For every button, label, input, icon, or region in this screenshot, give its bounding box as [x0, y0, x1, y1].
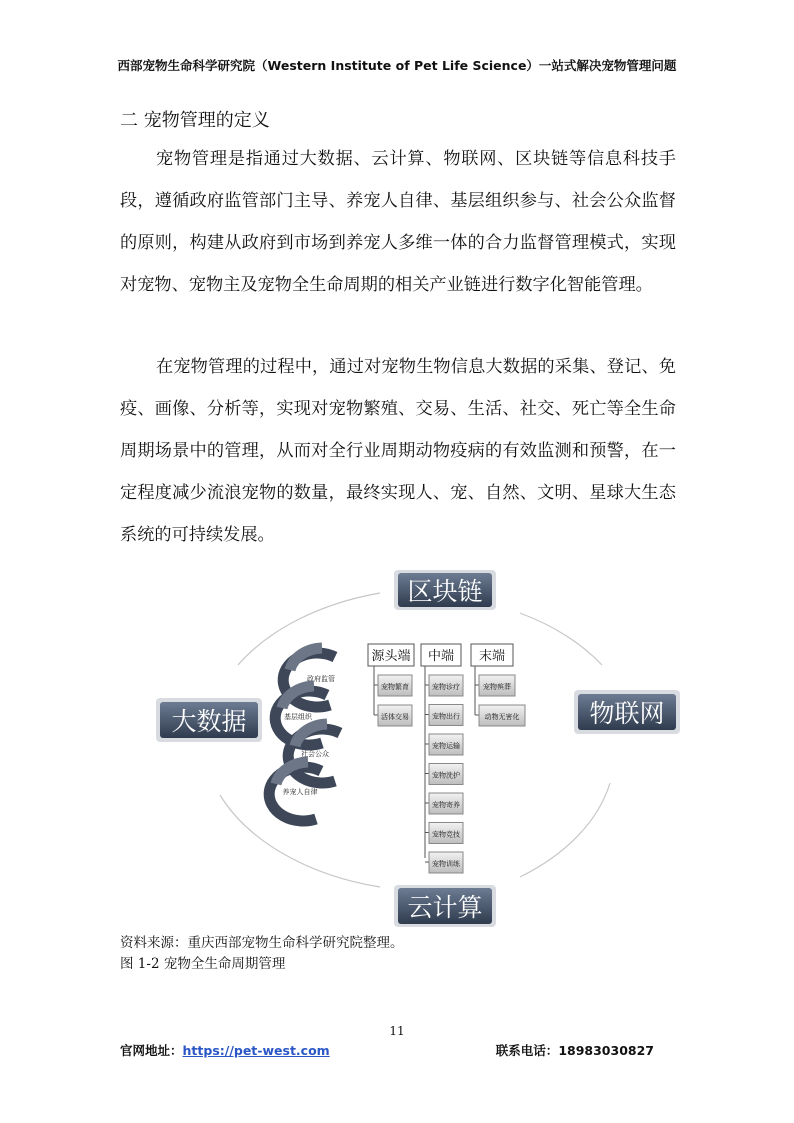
- figure-caption: 图 1-2 宠物全生命周期管理: [120, 956, 286, 972]
- column-middle-label: 中端: [427, 649, 455, 664]
- column-middle: [421, 644, 463, 873]
- middle-item-label: 宠物诊疗: [432, 683, 460, 691]
- source-note: 资料来源：重庆西部宠物生命科学研究院整理。: [120, 935, 404, 951]
- middle-item-label: 宠物洗护: [432, 771, 460, 780]
- svg-text:社会公众: 社会公众: [301, 750, 329, 758]
- tech-label-iot: 物联网: [589, 699, 665, 728]
- tech-box-cloud: [394, 885, 496, 927]
- tech-label-bigdata: 大数据: [171, 707, 247, 736]
- outer-circle: [220, 593, 610, 887]
- svg-text:政府监管: 政府监管: [307, 675, 335, 683]
- page-number: 11: [389, 1024, 405, 1038]
- svg-text:宠物繁育: 宠物繁育: [381, 683, 409, 691]
- svg-text:基层组织: 基层组织: [284, 713, 312, 721]
- tech-box-iot: [574, 690, 680, 734]
- footer-website: [120, 1041, 330, 1059]
- svg-text:动物无害化: 动物无害化: [484, 713, 520, 721]
- website-label: 官网地址：: [120, 1043, 183, 1058]
- tech-label-blockchain: 区块链: [407, 577, 483, 606]
- middle-item-label: 宠物训练: [432, 860, 460, 868]
- paragraph-process: 在宠物管理的过程中，通过对宠物生物信息大数据的采集、登记、免疫、画像、分析等，实现对宠物繁殖、交易、生活、社交、死亡等全生命周期场景中的管理，从而对全行业周期动物疫病的有效监测和预警，在一定程度减少流浪宠物的数量，最终实现人、宠、自然、文明、星球大生态系统的可持续发展。: [120, 357, 676, 545]
- phone-number: 18983030827: [558, 1043, 654, 1058]
- svg-text:养宠人自律: 养宠人自律: [282, 788, 318, 796]
- column-end: [471, 644, 525, 726]
- ring-owner: [269, 762, 321, 821]
- svg-text:宠物殡葬: 宠物殡葬: [483, 683, 511, 691]
- column-end-label: 末端: [478, 649, 506, 664]
- column-source-label: 源头端: [371, 649, 411, 664]
- middle-item-label: 宠物运输: [432, 742, 460, 750]
- footer-phone: [496, 1041, 654, 1059]
- lifecycle-diagram: [140, 565, 700, 935]
- middle-item-label: 宠物竞技: [432, 830, 460, 839]
- phone-label: 联系电话：: [495, 1043, 559, 1058]
- ring-public: [288, 724, 340, 783]
- column-source: [368, 644, 414, 726]
- section-title: 二 宠物管理的定义: [120, 110, 270, 131]
- paragraph-definition: 宠物管理是指通过大数据、云计算、物联网、区块链等信息科技手段，遵循政府监管部门主导、养宠人自律、基层组织参与、社会公众监督的原则，构建从政府到市场到养宠人多维一体的合力监督管理模式，实现对宠物、宠物主及宠物全生命周期的相关产业链进行数字化智能管理。: [120, 149, 676, 295]
- tech-label-cloud: 云计算: [407, 893, 483, 922]
- tech-box-blockchain: [394, 570, 496, 610]
- middle-item-label: 宠物寄养: [432, 801, 460, 809]
- governance-rings: [269, 648, 340, 821]
- middle-item-label: 宠物出行: [432, 712, 460, 721]
- tech-box-bigdata: [156, 698, 262, 742]
- website-link[interactable]: https://pet-west.com: [182, 1043, 330, 1058]
- page-header: 西部宠物生命科学研究院（Western Institute of Pet Life Science）一站式解决宠物管理问题: [117, 58, 677, 73]
- svg-text:活体交易: 活体交易: [381, 713, 409, 721]
